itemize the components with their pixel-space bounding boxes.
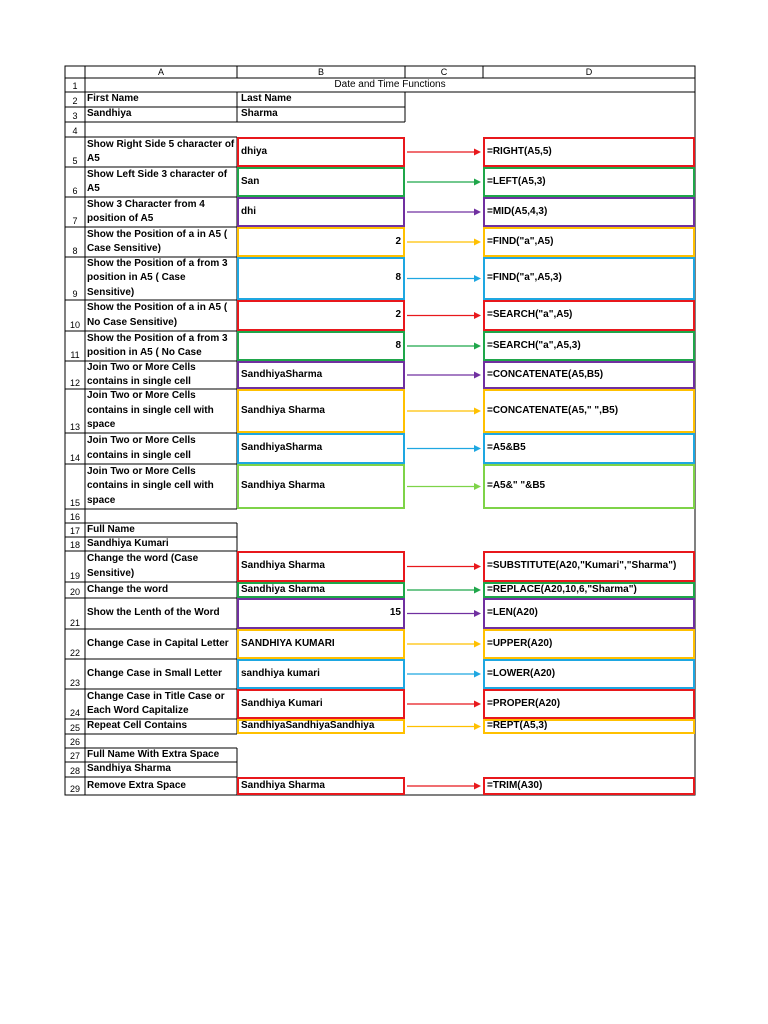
cell-b-text: SANDHIYA KUMARI [241, 637, 335, 649]
cell-a-text: Join Two or More Cells contains in single cell [87, 361, 196, 387]
row-header[interactable]: 5 [72, 156, 78, 166]
cell-a[interactable] [85, 551, 237, 582]
cell-a[interactable] [85, 197, 237, 227]
cell-a-text: Join Two or More Cells contains in single cell with space [87, 465, 214, 506]
cell-d[interactable] [485, 167, 693, 197]
row-header[interactable]: 8 [72, 246, 78, 256]
row-header[interactable]: 27 [69, 751, 80, 761]
cell-a-text: Show Left Side 3 character of A5 [87, 168, 228, 194]
cell-a[interactable] [85, 167, 237, 197]
cell-a-text: Sandhiya Kumari [87, 537, 169, 549]
cell-d-text: =REPLACE(A20,10,6,"Sharma") [487, 583, 637, 595]
arrow-icon [474, 408, 481, 415]
cell-a-text: Change Case in Capital Letter [87, 637, 229, 649]
cell-b-text: 2 [395, 235, 401, 247]
cell-d[interactable] [485, 659, 693, 689]
arrow-icon [474, 445, 481, 452]
cell-a[interactable] [85, 464, 237, 509]
row-header[interactable]: 16 [69, 512, 80, 522]
cell-b-text: Sandhiya Kumari [241, 697, 323, 709]
cell-d-text: =PROPER(A20) [487, 697, 561, 709]
cell-d[interactable] [485, 777, 693, 795]
cell-d[interactable] [485, 331, 693, 361]
cell-a-text: Join Two or More Cells contains in single cell [87, 435, 196, 461]
cell-d[interactable] [485, 629, 693, 659]
row-header[interactable]: 23 [69, 678, 80, 688]
cell-d[interactable] [485, 257, 693, 300]
cell-b-text: 8 [395, 339, 401, 351]
cell-a[interactable] [85, 689, 237, 719]
cell-d-text: =LOWER(A20) [487, 667, 556, 679]
cell-a-text: Change the word [87, 583, 169, 595]
cell-a-text: Full Name [87, 523, 135, 535]
cell-d-text: =UPPER(A20) [487, 637, 553, 649]
cell-b[interactable] [239, 107, 403, 122]
cell-a-text: Sandhiya [87, 108, 132, 120]
cell-b[interactable] [239, 659, 403, 689]
arrow-icon [474, 671, 481, 678]
cell-b-text: Sharma [241, 108, 278, 120]
cell-b-text: SandhiyaSharma [241, 368, 323, 380]
row-header[interactable]: 14 [69, 453, 80, 463]
cell-b-text: 15 [389, 607, 401, 619]
cell-b[interactable] [239, 689, 403, 719]
cell-d-text: =MID(A5,4,3) [487, 205, 548, 217]
cell-b[interactable] [239, 137, 403, 167]
cell-a-text: Sandhiya Sharma [87, 763, 171, 775]
cell-d[interactable] [485, 598, 693, 629]
cell-d-text: =TRIM(A30) [487, 779, 543, 791]
row-header[interactable]: 25 [69, 723, 80, 733]
cell-d-text: =A5&" "&B5 [487, 480, 546, 492]
cell-b[interactable] [239, 167, 403, 197]
cell-b[interactable] [239, 582, 403, 598]
cell-b-text: dhi [241, 205, 256, 217]
cell-a[interactable] [85, 762, 237, 777]
cell-b-text: SandhiyaSharma [241, 442, 323, 454]
arrow-icon [474, 179, 481, 186]
cell-d[interactable] [485, 689, 693, 719]
arrow-icon [474, 343, 481, 350]
cell-d-text: =SEARCH("a",A5,3) [487, 339, 581, 351]
row-header[interactable]: 24 [69, 708, 80, 718]
row-header[interactable]: 7 [72, 216, 78, 226]
row-header[interactable]: 26 [69, 737, 80, 747]
cell-b-text: 2 [395, 309, 401, 321]
cell-a[interactable] [85, 582, 237, 598]
cell-b-text: dhiya [241, 145, 268, 157]
cell-d-text: =LEN(A20) [487, 607, 538, 619]
cell-d[interactable] [485, 719, 693, 734]
arrow-icon [474, 372, 481, 379]
cell-d[interactable] [485, 197, 693, 227]
cell-a-text: Show the Lenth of the Word [87, 607, 220, 619]
cell-b-text: Last Name [241, 93, 292, 105]
arrow-icon [474, 483, 481, 490]
cell-b[interactable] [239, 331, 403, 361]
cell-d-text: =FIND("a",A5,3) [487, 272, 562, 284]
cell-d-text: =CONCATENATE(A5," ",B5) [487, 404, 619, 416]
cell-a[interactable] [85, 748, 237, 762]
arrow-icon [474, 587, 481, 594]
cell-d-text: =LEFT(A5,3) [487, 175, 546, 187]
cell-b[interactable] [239, 257, 403, 300]
cell-a-text: Remove Extra Space [87, 779, 186, 791]
row-header[interactable]: 11 [70, 350, 80, 360]
row-header[interactable]: 19 [69, 571, 80, 581]
cell-d-text: =SUBSTITUTE(A20,"Kumari","Sharma") [487, 560, 677, 572]
row-header[interactable]: 15 [69, 498, 80, 508]
arrow-icon [474, 239, 481, 246]
cell-a[interactable] [85, 300, 237, 331]
row-header[interactable]: 9 [72, 289, 78, 299]
cell-d-text: =REPT(A5,3) [487, 720, 548, 732]
cell-a[interactable] [85, 598, 237, 629]
cell-d[interactable] [485, 389, 693, 433]
cell-a-text: Change the word (Case Sensitive) [87, 553, 199, 579]
cell-d[interactable] [485, 300, 693, 331]
cell-d-text: =CONCATENATE(A5,B5) [487, 368, 604, 380]
sheet-title: Date and Time Functions [334, 79, 446, 90]
row-header[interactable]: 1 [72, 81, 78, 91]
cell-a-text: Show 3 Character from 4 position of A5 [87, 198, 205, 224]
cell-a-text: Change Case in Title Case or Each Word Capitalize [87, 690, 225, 716]
cell-b-text: SandhiyaSandhiyaSandhiya [241, 720, 375, 732]
cell-a[interactable] [85, 137, 237, 167]
cell-a[interactable] [85, 107, 237, 122]
cell-b[interactable] [239, 361, 403, 389]
cell-d[interactable] [485, 137, 693, 167]
cell-b[interactable] [239, 300, 403, 331]
cell-b[interactable] [239, 464, 403, 509]
cell-b[interactable] [239, 227, 403, 257]
column-header-c[interactable]: C [440, 67, 448, 77]
arrow-icon [474, 783, 481, 790]
row-header[interactable]: 20 [69, 587, 80, 597]
row-header[interactable]: 6 [72, 186, 78, 196]
cell-b[interactable] [239, 433, 403, 464]
cell-b[interactable] [239, 719, 403, 734]
arrow-icon [474, 275, 481, 282]
cell-b-text: 8 [395, 272, 401, 284]
row-header[interactable]: 29 [69, 784, 80, 794]
cell-a[interactable] [85, 629, 237, 659]
spreadsheet [65, 66, 695, 795]
arrow-icon [474, 209, 481, 216]
cell-a-text: Show the Position of a from 3 position in A5 ( No Case [87, 332, 228, 358]
row-header[interactable]: 28 [69, 766, 80, 776]
cell-d[interactable] [485, 433, 693, 464]
cell-b-text: San [241, 175, 260, 187]
row-header[interactable]: 13 [69, 422, 80, 432]
cell-a[interactable] [85, 331, 237, 361]
row-header[interactable]: 2 [72, 96, 78, 106]
row-header[interactable]: 3 [72, 111, 78, 121]
cell-d[interactable] [485, 464, 693, 509]
cell-b[interactable] [239, 551, 403, 582]
cell-d[interactable] [485, 551, 693, 582]
cell-b-text: Sandhiya Sharma [241, 779, 325, 791]
cell-b[interactable] [239, 777, 403, 795]
cell-b[interactable] [239, 92, 403, 107]
cell-a[interactable] [85, 433, 237, 464]
cell-b-text: Sandhiya Sharma [241, 583, 325, 595]
column-header-a[interactable]: A [157, 67, 164, 77]
cell-b-text: sandhiya kumari [241, 667, 320, 679]
arrow-icon [474, 610, 481, 617]
cell-b[interactable] [239, 629, 403, 659]
cell-d[interactable] [485, 227, 693, 257]
column-header-b[interactable]: B [317, 67, 324, 77]
arrow-icon [474, 641, 481, 648]
column-header-d[interactable]: D [585, 67, 593, 77]
cell-a-text: Show Right Side 5 character of A5 [87, 138, 235, 164]
cell-a[interactable] [85, 389, 237, 433]
cell-d-text: =RIGHT(A5,5) [487, 145, 552, 157]
cell-a[interactable] [85, 361, 237, 389]
cell-b-text: Sandhiya Sharma [241, 404, 325, 416]
arrow-icon [474, 563, 481, 570]
cell-a-text: Full Name With Extra Space [87, 748, 220, 760]
arrow-icon [474, 701, 481, 708]
arrow-icon [474, 723, 481, 730]
cell-a[interactable] [85, 523, 237, 537]
cell-d-text: =FIND("a",A5) [487, 235, 554, 247]
cell-a-text: Show the Position of a in A5 ( No Case Sensitive) [87, 302, 228, 328]
cell-d-text: =A5&B5 [487, 442, 526, 454]
row-header[interactable]: 17 [69, 526, 80, 536]
cell-a-text: First Name [87, 93, 139, 105]
cell-a-text: Change Case in Small Letter [87, 667, 223, 679]
cell-b-text: Sandhiya Sharma [241, 480, 325, 492]
cell-b[interactable] [239, 197, 403, 227]
cell-a-text: Repeat Cell Contains [87, 720, 188, 732]
arrow-icon [474, 312, 481, 319]
cell-b[interactable] [239, 389, 403, 433]
cell-a[interactable] [85, 92, 237, 107]
cell-b[interactable] [239, 598, 403, 629]
cell-a[interactable] [85, 659, 237, 689]
cell-b-text: Sandhiya Sharma [241, 560, 325, 572]
cell-a[interactable] [85, 257, 237, 300]
row-header[interactable]: 4 [72, 126, 78, 136]
cell-a-text: Show the Position of a from 3 position in A5 ( Case Sensitive) [87, 257, 228, 298]
row-header[interactable]: 10 [69, 320, 80, 330]
row-header[interactable]: 22 [69, 648, 80, 658]
cell-d[interactable] [485, 361, 693, 389]
cell-a-text: Join Two or More Cells contains in single cell with space [87, 390, 214, 431]
arrow-icon [474, 149, 481, 156]
cell-a[interactable] [85, 719, 237, 734]
row-header[interactable]: 18 [69, 540, 80, 550]
cell-d[interactable] [485, 582, 693, 598]
cell-a-text: Show the Position of a in A5 ( Case Sensitive) [87, 228, 228, 254]
cell-a[interactable] [85, 537, 237, 551]
cell-d-text: =SEARCH("a",A5) [487, 309, 573, 321]
cell-a[interactable] [85, 777, 237, 795]
cell-a[interactable] [85, 227, 237, 257]
row-header[interactable]: 21 [69, 618, 80, 628]
row-header[interactable]: 12 [69, 378, 80, 388]
